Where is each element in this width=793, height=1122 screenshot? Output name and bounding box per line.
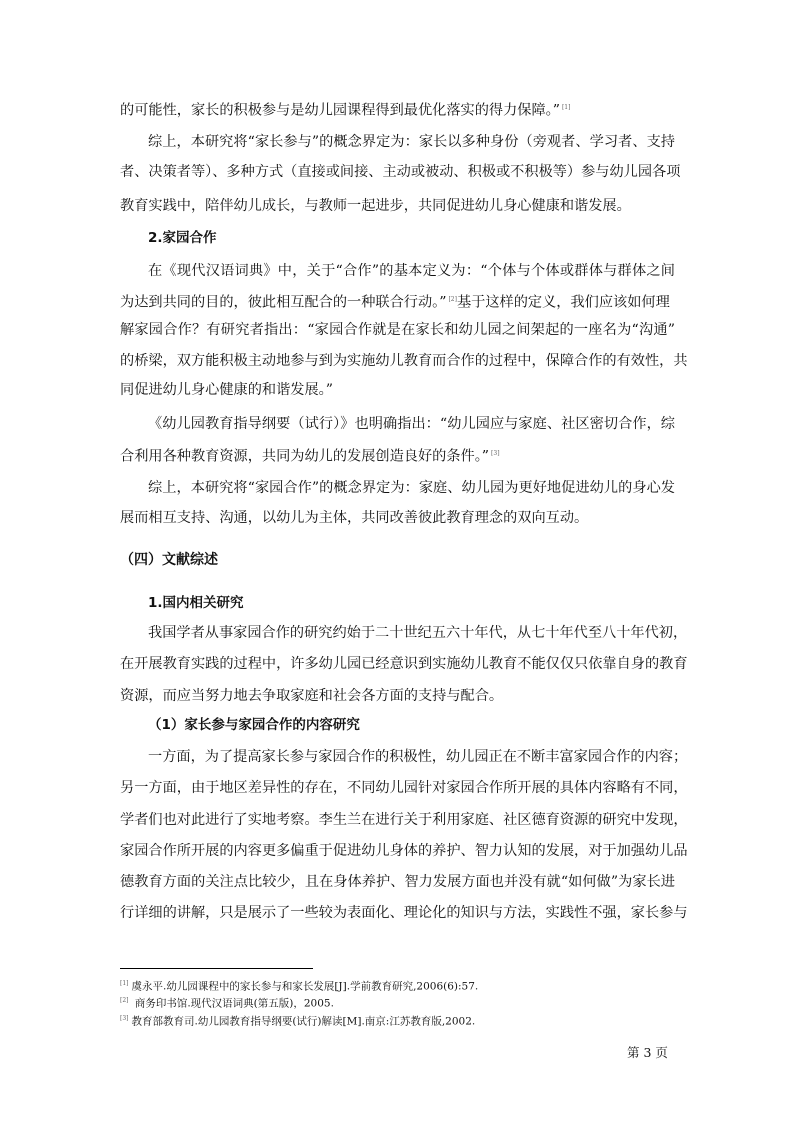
paragraph-line: 者、决策者等）、多种方式（直接或间接、主动或被动、积极或不积极等）参与幼儿园各项 [120,164,681,180]
footnote: [3] 教育部教育司.幼儿园教育指导纲要(试行)解读[M].南京:江苏教育版,2002. [120,1015,476,1028]
paragraph-line: 另一方面，由于地区差异性的存在，不同幼儿园针对家园合作所开展的具体内容略有不同， [120,780,688,796]
paragraph-line: 德教育方面的关注点比较少，且在身体养护、智力发展方面也并没有就“如何做”为家长进 [120,874,675,890]
footnote-ref: [3] [491,450,500,457]
footnote: [2] 商务印书馆.现代汉语词典(第五版)，2005. [120,997,334,1010]
footnote-mark: [3] [120,1015,129,1022]
paragraph-line: 合利用各种教育资源，共同为幼儿的发展创造良好的条件。” [3] [120,448,500,465]
paragraph-line: 一方面，为了提高家长参与家园合作的积极性，幼儿园正在不断丰富家园合作的内容； [148,749,688,765]
footnote: [1] 虞永平.幼儿园课程中的家长参与和家长发展[J].学前教育研究,2006(6):57. [120,980,479,993]
paragraph-line: 展而相互支持、沟通，以幼儿为主体，共同改善彼此教育理念的双向互动。 [120,510,589,526]
paragraph-line: 在《现代汉语词典》中，关于“合作”的基本定义为：“个体与个体或群体与群体之间 [148,263,675,279]
paragraph-line: 学者们也对此进行了实地考察。李生兰在进行关于利用家庭、社区德育资源的研究中发现， [120,812,688,828]
paragraph-line: 教育实践中，陪伴幼儿成长，与教师一起进步，共同促进幼儿身心健康和谐发展。 [120,198,631,214]
subheading: （1）家长参与家园合作的内容研究 [148,717,360,733]
paragraph-line: 家园合作所开展的内容更多偏重于促进幼儿身体的养护、智力认知的发展，对于加强幼儿品 [120,843,688,859]
paragraph-line: 解家园合作？有研究者指出：“家园合作就是在家长和幼儿园之间架起的一座名为“沟通” [120,322,675,338]
subheading: 1.国内相关研究 [148,595,244,611]
paragraph-line: 行详细的讲解，只是展示了一些较为表面化、理论化的知识与方法，实践性不强，家长参与 [120,905,688,921]
page-number: 第 3 页 [627,1045,668,1060]
paragraph-line: 为达到共同的目的，彼此相互配合的一种联合行动。” [2]基于这样的定义，我们应该如何理 [120,294,670,311]
section-heading: （四）文献综述 [120,552,218,568]
paragraph-line: 《幼儿园教育指导纲要（试行）》也明确指出：“幼儿园应与家庭、社区密切合作，综 [148,416,675,432]
paragraph-line: 综上，本研究将“家长参与”的概念界定为：家长以多种身份（旁观者、学习者、支持 [148,134,675,150]
footnote-separator [120,968,313,969]
paragraph-line: 在开展教育实践的过程中，许多幼儿园已经意识到实施幼儿教育不能仅仅只依靠自身的教育 [120,656,688,672]
paragraph-line: 资源，而应当努力地去争取家庭和社会各方面的支持与配合。 [120,688,504,704]
footnote-mark: [2] [120,997,129,1004]
paragraph-line: 同促进幼儿身心健康的和谐发展。” [120,382,333,398]
subheading: 2.家园合作 [148,230,217,246]
footnote-mark: [1] [120,980,129,987]
paragraph-line: 我国学者从事家园合作的研究约始于二十世纪五六十年代，从七十年代至八十年代初， [148,625,688,641]
paragraph-line: 的可能性，家长的积极参与是幼儿园课程得到最优化落实的得力保障。” [1] [120,102,571,119]
paragraph-line: 综上，本研究将“家园合作”的概念界定为：家庭、幼儿园为更好地促进幼儿的身心发 [148,480,675,496]
paragraph-line: 的桥梁，双方能积极主动地参与到为实施幼儿教育而合作的过程中，保障合作的有效性，共 [120,353,688,369]
footnote-ref: [1] [561,104,571,111]
footnote-ref: [2] [448,296,457,303]
